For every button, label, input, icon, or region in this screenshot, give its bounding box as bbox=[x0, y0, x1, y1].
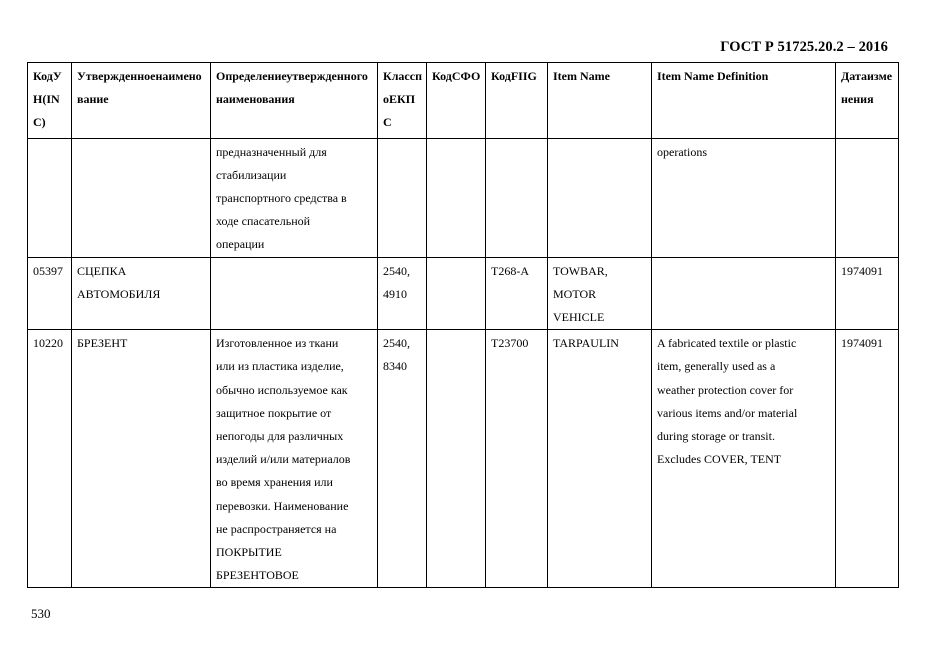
sfo-code-cell bbox=[427, 330, 486, 588]
cell-text-line: предназначенный для bbox=[216, 144, 327, 159]
header-line: Утвержденное bbox=[77, 69, 156, 83]
cell-text-line: стабилизации bbox=[216, 167, 287, 182]
inc-cell bbox=[28, 257, 72, 330]
cell-text-line: во время хранения или bbox=[216, 475, 333, 490]
header-line: УН bbox=[33, 69, 62, 107]
cell-text-line: ПОКРЫТИЕ bbox=[216, 545, 282, 560]
cell-text-line: или из пластика изделие, bbox=[216, 359, 344, 374]
header-inc bbox=[28, 63, 72, 139]
approved-name-cell bbox=[72, 330, 211, 588]
header-line: изменен bbox=[841, 69, 893, 107]
definition-cell bbox=[211, 330, 378, 588]
cell-text-line: БРЕЗЕНТ bbox=[77, 336, 128, 351]
header-definition bbox=[211, 63, 378, 139]
header-line: Код bbox=[33, 69, 53, 83]
cell-text-line: 1974091 bbox=[841, 336, 883, 351]
cell-text-line: A fabricated textile or plastic bbox=[657, 336, 797, 351]
header-item-name bbox=[548, 63, 652, 139]
cell-text-line: Изготовленное из ткани bbox=[216, 336, 339, 351]
header-line: (INC) bbox=[33, 92, 60, 130]
fiig-code-cell bbox=[486, 257, 548, 330]
header-approved-name bbox=[72, 63, 211, 139]
definition-cell bbox=[211, 257, 378, 330]
cell-text-line: TOWBAR, bbox=[553, 263, 608, 278]
cell-text-line: various items and/or material bbox=[657, 405, 798, 420]
sfo-code-cell bbox=[427, 257, 486, 330]
cell-text-line: TARPAULIN bbox=[553, 336, 619, 351]
approved-name-cell bbox=[72, 257, 211, 330]
cell-text-line: Excludes COVER, TENT bbox=[657, 452, 782, 467]
cell-text-line: изделий и/или материалов bbox=[216, 452, 351, 467]
header-line: СФО bbox=[451, 69, 481, 83]
cell-text-line: перевозки. Наименование bbox=[216, 498, 349, 513]
cell-text-line: операции bbox=[216, 237, 265, 252]
cell-text-line: T268-A bbox=[491, 263, 529, 278]
cell-text-line: operations bbox=[657, 144, 707, 159]
ekps-class-cell bbox=[378, 138, 427, 257]
inc-cell bbox=[28, 138, 72, 257]
header-line: утвержденного bbox=[286, 69, 368, 83]
ekps-class-cell bbox=[378, 330, 427, 588]
cell-text-line: 1974091 bbox=[841, 263, 883, 278]
table-row bbox=[28, 257, 899, 330]
cell-text-line: during storage or transit. bbox=[657, 429, 775, 444]
cell-text-line: 2540, bbox=[383, 336, 410, 351]
cell-text-line: 05397 bbox=[33, 263, 63, 278]
header-fiig-code bbox=[486, 63, 548, 139]
ekps-class-cell bbox=[378, 257, 427, 330]
document-header: ГОСТ Р 51725.20.2 – 2016 bbox=[720, 39, 888, 55]
change-date-cell bbox=[836, 138, 899, 257]
sfo-code-cell bbox=[427, 138, 486, 257]
header-line: наименование bbox=[77, 69, 202, 107]
cell-text-line: защитное покрытие от bbox=[216, 405, 332, 420]
cell-text-line: 4910 bbox=[383, 286, 407, 301]
cell-text-line: MOTOR bbox=[553, 286, 597, 301]
header-line: Код bbox=[491, 69, 511, 83]
item-name-definition-cell bbox=[652, 138, 836, 257]
item-name-cell bbox=[548, 138, 652, 257]
cell-text-line: транспортного средства в bbox=[216, 191, 347, 206]
cell-text-line: weather protection cover for bbox=[657, 382, 794, 397]
header-line: наименования bbox=[216, 92, 295, 107]
header-line: Item Name bbox=[553, 69, 610, 83]
header-item-name-definition bbox=[652, 63, 836, 139]
page-number: 530 bbox=[31, 606, 51, 621]
cell-text-line: 10220 bbox=[33, 336, 63, 351]
cell-text-line: непогоды для различных bbox=[216, 429, 344, 444]
fiig-code-cell bbox=[486, 138, 548, 257]
header-line: Код bbox=[432, 69, 452, 83]
header-line: Дата bbox=[841, 69, 867, 83]
cell-text-line: АВТОМОБИЛЯ bbox=[77, 286, 161, 301]
header-line: по bbox=[383, 69, 423, 107]
cell-text-line: ходе спасательной bbox=[216, 214, 311, 229]
change-date-cell bbox=[836, 330, 899, 588]
header-ekps-class bbox=[378, 63, 427, 139]
table-row bbox=[28, 138, 899, 257]
approved-name-cell bbox=[72, 138, 211, 257]
cell-text-line: VEHICLE bbox=[553, 310, 605, 325]
item-name-definition-cell bbox=[652, 257, 836, 330]
cell-text-line: СЦЕПКА bbox=[77, 263, 127, 278]
table-row bbox=[28, 330, 899, 588]
header-line: Item Name Definition bbox=[657, 69, 769, 83]
header-line: Класс bbox=[383, 69, 416, 83]
cell-text-line: T23700 bbox=[491, 336, 529, 351]
header-line: ия bbox=[860, 92, 874, 107]
header-change-date bbox=[836, 63, 899, 139]
change-date-cell bbox=[836, 257, 899, 330]
cell-text-line: не распространяется на bbox=[216, 521, 337, 536]
inc-cell bbox=[28, 330, 72, 588]
header-sfo-code bbox=[427, 63, 486, 139]
cell-text-line: 2540, bbox=[383, 263, 410, 278]
item-name-cell bbox=[548, 330, 652, 588]
header-line: ЕКПС bbox=[383, 92, 416, 130]
header-line: Определение bbox=[216, 69, 287, 83]
header-line: FIIG bbox=[510, 69, 537, 83]
cell-text-line: БРЕЗЕНТОВОЕ bbox=[216, 568, 299, 583]
table-header-row bbox=[28, 63, 899, 139]
catalog-table bbox=[27, 62, 899, 588]
item-name-cell bbox=[548, 257, 652, 330]
cell-text-line: 8340 bbox=[383, 359, 407, 374]
cell-text-line: обычно используемое как bbox=[216, 382, 348, 397]
definition-cell bbox=[211, 138, 378, 257]
fiig-code-cell bbox=[486, 330, 548, 588]
cell-text-line: item, generally used as a bbox=[657, 359, 776, 374]
item-name-definition-cell bbox=[652, 330, 836, 588]
